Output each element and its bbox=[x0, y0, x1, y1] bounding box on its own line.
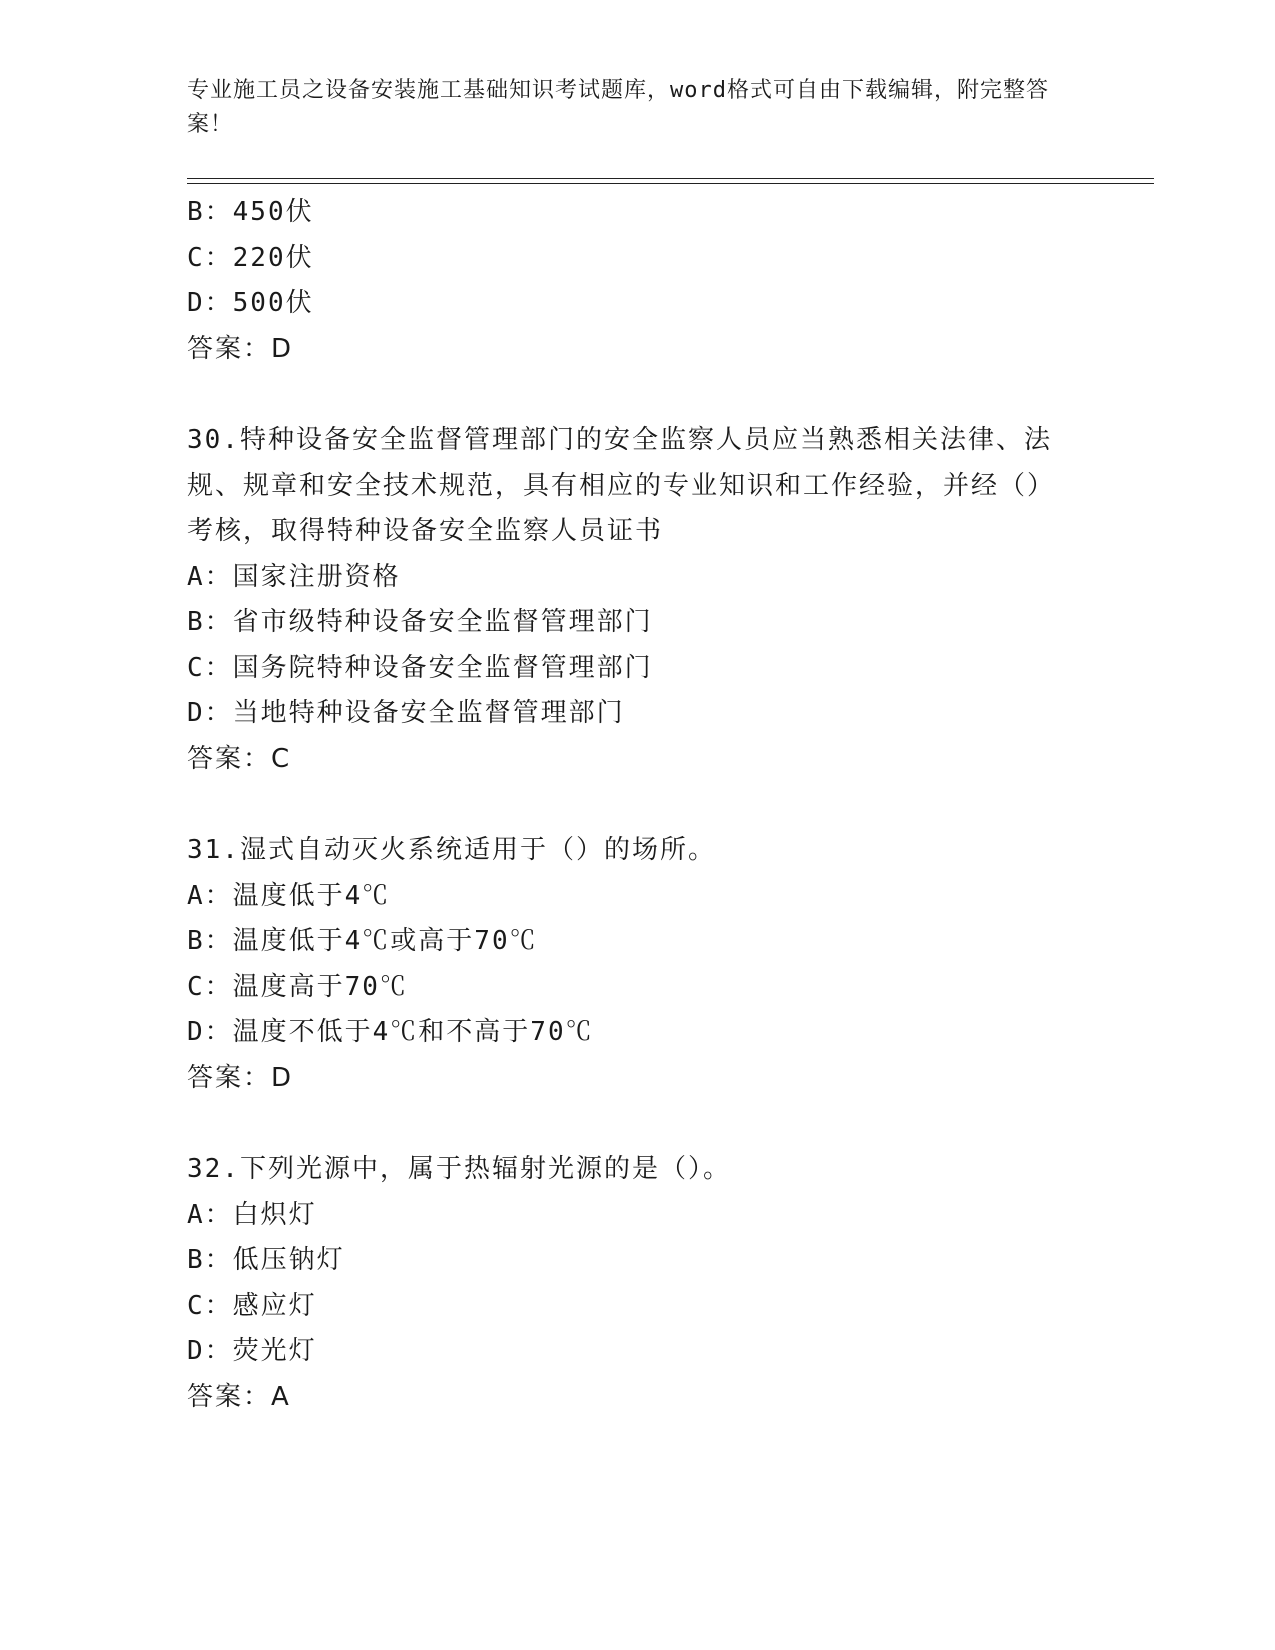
option-letter: A： bbox=[187, 561, 233, 592]
option-text: 省市级特种设备安全监督管理部门 bbox=[232, 607, 653, 637]
answer-label: 答案： bbox=[187, 333, 272, 364]
option-letter: C： bbox=[187, 652, 233, 683]
answer-value: A bbox=[271, 1381, 291, 1412]
option-letter: B： bbox=[187, 607, 233, 637]
question-stem: 30.特种设备安全监督管理部门的安全监察人员应当熟悉相关法律、法规、规章和安全技术规范，具有相应的专业知识和工作经验，并经（）考核，取得特种设备安全监察人员证书 bbox=[187, 425, 1056, 546]
option-b bbox=[187, 190, 1087, 236]
option-d bbox=[187, 1010, 1087, 1056]
option-text: 450伏 bbox=[232, 197, 314, 227]
option-letter: B： bbox=[187, 926, 233, 956]
exam-content bbox=[187, 190, 1087, 1420]
option-letter: D： bbox=[187, 1336, 233, 1366]
header-divider-secondary bbox=[187, 183, 1154, 184]
question-stem: 31.湿式自动灭火系统适用于（）的场所。 bbox=[187, 835, 716, 865]
option-letter: C： bbox=[187, 1290, 233, 1321]
option-text: 温度低于4℃或高于70℃ bbox=[232, 926, 538, 956]
answer-value: C bbox=[271, 743, 292, 774]
answer-line bbox=[187, 1375, 1087, 1421]
option-text: 国务院特种设备安全监督管理部门 bbox=[232, 652, 653, 683]
option-d bbox=[187, 281, 1087, 327]
answer-value: D bbox=[271, 333, 294, 364]
option-text: 温度不低于4℃和不高于70℃ bbox=[232, 1017, 594, 1047]
option-letter: A： bbox=[187, 880, 233, 911]
answer-label: 答案： bbox=[187, 743, 272, 774]
option-letter: D： bbox=[187, 1017, 233, 1047]
option-d bbox=[187, 1329, 1087, 1375]
option-a bbox=[187, 1193, 1087, 1239]
option-b bbox=[187, 600, 1087, 646]
option-a bbox=[187, 555, 1087, 601]
answer-label: 答案： bbox=[187, 1062, 272, 1093]
option-text: 白炽灯 bbox=[232, 1199, 317, 1230]
option-a bbox=[187, 874, 1087, 920]
option-text: 500伏 bbox=[232, 288, 314, 318]
option-c bbox=[187, 646, 1087, 692]
page-header: 专业施工员之设备安装施工基础知识考试题库，word格式可自由下载编辑，附完整答案！ bbox=[187, 78, 1049, 137]
answer-label: 答案： bbox=[187, 1381, 272, 1412]
option-c bbox=[187, 236, 1087, 282]
option-d bbox=[187, 691, 1087, 737]
option-text: 温度低于4℃ bbox=[232, 880, 391, 911]
option-letter: B： bbox=[187, 1245, 233, 1275]
option-letter: D： bbox=[187, 698, 233, 728]
header-divider bbox=[187, 178, 1154, 179]
option-letter: C： bbox=[187, 242, 233, 273]
option-letter: D： bbox=[187, 288, 233, 318]
option-letter: C： bbox=[187, 971, 233, 1002]
option-text: 感应灯 bbox=[232, 1290, 317, 1321]
option-text: 当地特种设备安全监督管理部门 bbox=[232, 698, 625, 728]
answer-line bbox=[187, 737, 1087, 783]
option-text: 220伏 bbox=[232, 242, 314, 273]
option-text: 荧光灯 bbox=[232, 1336, 317, 1366]
answer-line bbox=[187, 1056, 1087, 1102]
answer-value: D bbox=[271, 1062, 294, 1093]
option-letter: A： bbox=[187, 1199, 233, 1230]
option-c bbox=[187, 1284, 1087, 1330]
option-letter: B： bbox=[187, 197, 233, 227]
option-c bbox=[187, 965, 1087, 1011]
option-b bbox=[187, 919, 1087, 965]
option-text: 温度高于70℃ bbox=[232, 971, 408, 1002]
option-text: 国家注册资格 bbox=[232, 561, 401, 592]
option-b bbox=[187, 1238, 1087, 1284]
answer-line bbox=[187, 327, 1087, 373]
question-stem: 32.下列光源中，属于热辐射光源的是（）。 bbox=[187, 1154, 731, 1184]
option-text: 低压钠灯 bbox=[232, 1245, 345, 1275]
